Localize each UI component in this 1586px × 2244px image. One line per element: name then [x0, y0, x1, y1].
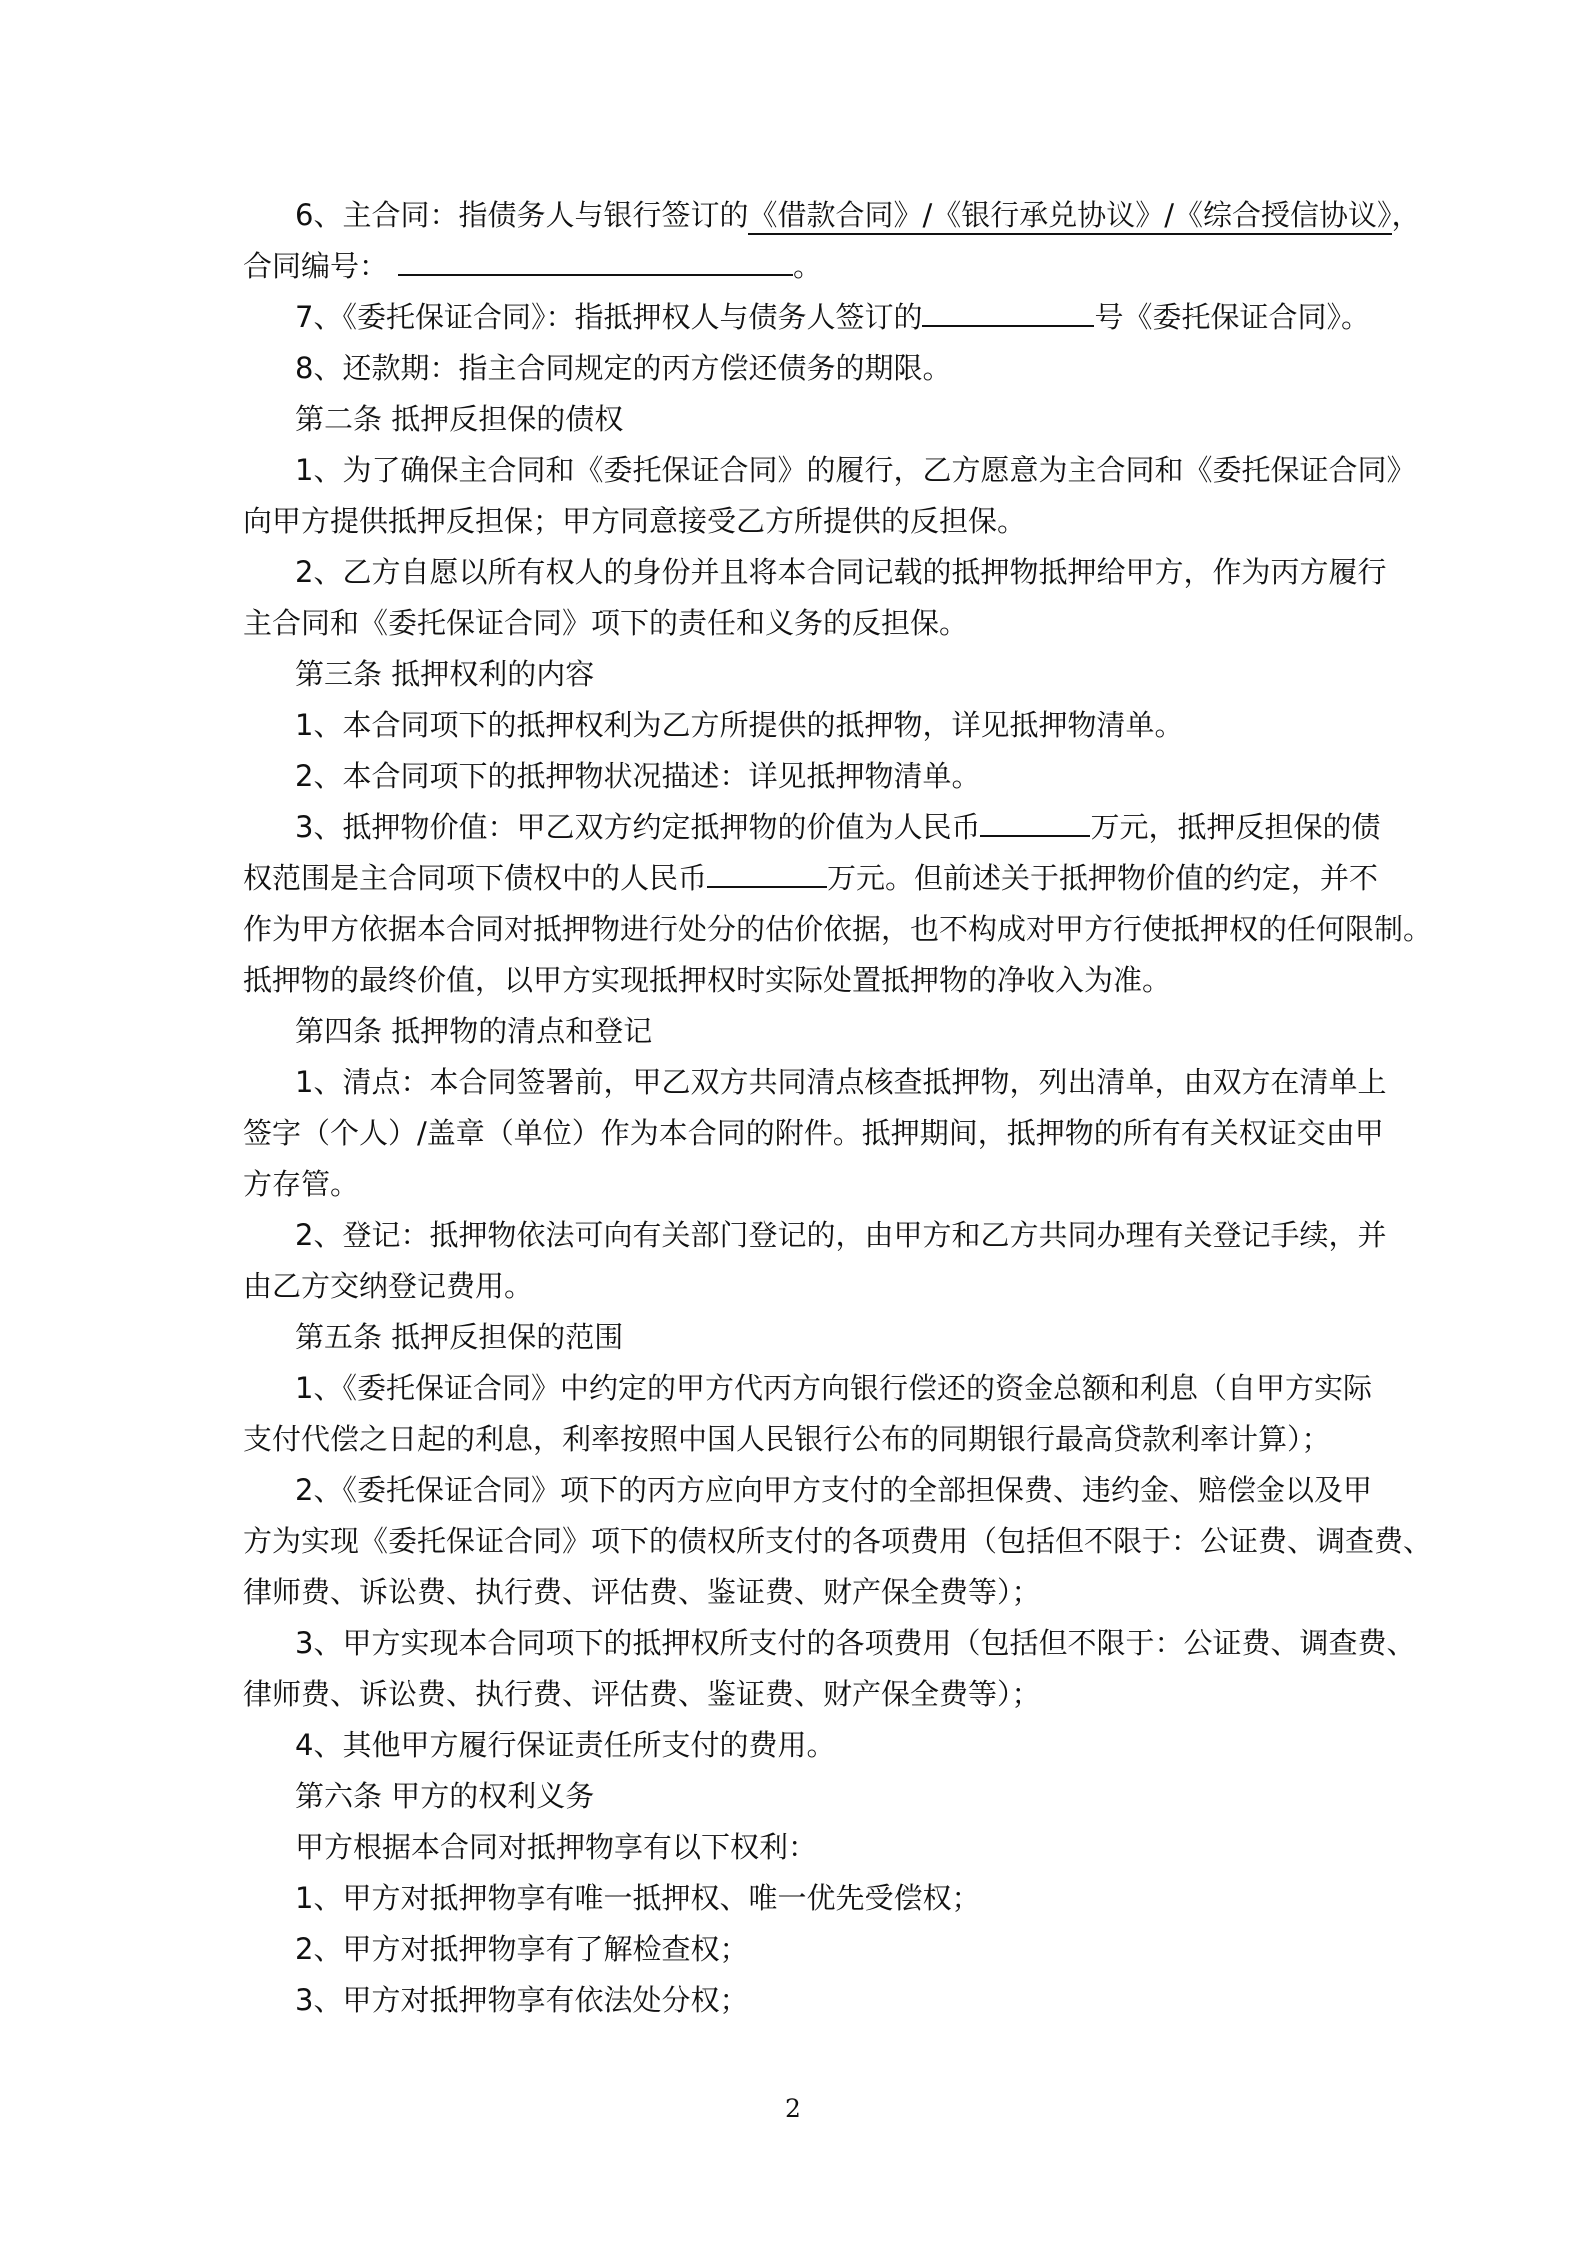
article-2-clause-1-line-2: 向甲方提供抵押反担保；甲方同意接受乙方所提供的反担保。: [243, 504, 1027, 538]
article-3-title: 第三条 抵押权利的内容: [295, 657, 595, 691]
article-6-right-2: 2、甲方对抵押物享有了解检查权；: [295, 1932, 749, 1966]
article-6-title: 第六条 甲方的权利义务: [295, 1779, 595, 1813]
clause-6-suffix: ，: [1391, 198, 1421, 232]
clause-7: [295, 297, 1370, 337]
contract-number-end: 。: [793, 249, 823, 283]
article-3-clause-3-line-1: [295, 807, 1380, 847]
article-5-clause-4: 4、其他甲方履行保证责任所支付的费用。: [295, 1728, 836, 1762]
article-5-title: 第五条 抵押反担保的范围: [295, 1320, 624, 1354]
article-6-right-3: 3、甲方对抵押物享有依法处分权；: [295, 1983, 749, 2017]
contract-number-blank[interactable]: [398, 246, 793, 276]
article-5-clause-3-line-2: 律师费、诉讼费、执行费、评估费、鉴证费、财产保全费等）；: [243, 1677, 1041, 1711]
contract-type-options: 《借款合同》/《银行承兑协议》/《综合授信协议》: [748, 198, 1391, 235]
article-3-clause-1: 1、本合同项下的抵押权利为乙方所提供的抵押物，详见抵押物清单。: [295, 708, 1184, 742]
clause-6-line-1: [295, 195, 1421, 235]
article-5-clause-2-line-2: 方为实现《委托保证合同》项下的债权所支付的各项费用（包括但不限于：公证费、调查费、: [243, 1524, 1433, 1558]
article-2-clause-2-line-2: 主合同和《委托保证合同》项下的责任和义务的反担保。: [243, 606, 969, 640]
clause-7-text-b: 号《委托保证合同》。: [1094, 300, 1370, 334]
clause-7-text-a: 7、《委托保证合同》：指抵押权人与债务人签订的: [295, 300, 923, 334]
article-5-clause-3-line-1: 3、甲方实现本合同项下的抵押权所支付的各项费用（包括但不限于：公证费、调查费、: [295, 1626, 1416, 1660]
claim-scope-label: 权范围是主合同项下债权中的人民币: [243, 861, 708, 895]
article-4-clause-2-line-2: 由乙方交纳登记费用。: [243, 1269, 534, 1303]
article-3-clause-3-line-2: [243, 858, 1378, 898]
article-5-clause-1-line-1: 1、《委托保证合同》中约定的甲方代丙方向银行偿还的资金总额和利息（自甲方实际: [295, 1371, 1372, 1405]
page-number: 2: [785, 2094, 801, 2123]
article-2-clause-2-line-1: 2、乙方自愿以所有权人的身份并且将本合同记载的抵押物抵押给甲方，作为丙方履行: [295, 555, 1387, 589]
collateral-value-unit: 万元，抵押反担保的债: [1090, 810, 1381, 844]
clause-6-prefix: 6、主合同：指债务人与银行签订的: [295, 198, 749, 232]
claim-scope-unit: 万元。但前述关于抵押物价值的约定，并不: [827, 861, 1379, 895]
article-3-clause-3-line-4: 抵押物的最终价值，以甲方实现抵押权时实际处置抵押物的净收入为准。: [243, 963, 1172, 997]
article-5-clause-2-line-1: 2、《委托保证合同》项下的丙方应向甲方支付的全部担保费、违约金、赔偿金以及甲: [295, 1473, 1372, 1507]
article-4-clause-2-line-1: 2、登记：抵押物依法可向有关部门登记的，由甲方和乙方共同办理有关登记手续，并: [295, 1218, 1387, 1252]
guarantee-contract-number-blank[interactable]: [922, 297, 1094, 327]
article-2-title: 第二条 抵押反担保的债权: [295, 402, 624, 436]
article-3-clause-3-line-3: 作为甲方依据本合同对抵押物进行处分的估价依据，也不构成对甲方行使抵押权的任何限制。: [243, 912, 1433, 946]
article-2-clause-1-line-1: 1、为了确保主合同和《委托保证合同》的履行，乙方愿意为主合同和《委托保证合同》: [295, 453, 1416, 487]
article-4-clause-1-line-3: 方存管。: [243, 1167, 360, 1201]
article-6-right-1: 1、甲方对抵押物享有唯一抵押权、唯一优先受偿权；: [295, 1881, 981, 1915]
contract-number-label: 合同编号：: [243, 249, 389, 283]
clause-8: 8、还款期：指主合同规定的丙方偿还债务的期限。: [295, 351, 952, 385]
clause-6-line-2: [243, 246, 822, 286]
article-5-clause-2-line-3: 律师费、诉讼费、执行费、评估费、鉴证费、财产保全费等）；: [243, 1575, 1041, 1609]
collateral-value-blank[interactable]: [980, 807, 1090, 837]
article-6-intro: 甲方根据本合同对抵押物享有以下权利：: [295, 1830, 818, 1864]
article-5-clause-1-line-2: 支付代偿之日起的利息，利率按照中国人民银行公布的同期银行最高贷款利率计算）；: [243, 1422, 1331, 1456]
article-4-clause-1-line-1: 1、清点：本合同签署前，甲乙双方共同清点核查抵押物，列出清单，由双方在清单上: [295, 1065, 1387, 1099]
article-3-clause-2: 2、本合同项下的抵押物状况描述：详见抵押物清单。: [295, 759, 981, 793]
article-4-title: 第四条 抵押物的清点和登记: [295, 1014, 653, 1048]
article-4-clause-1-line-2: 签字（个人）/盖章（单位）作为本合同的附件。抵押期间，抵押物的所有有关权证交由甲: [243, 1116, 1384, 1150]
collateral-value-label: 3、抵押物价值：甲乙双方约定抵押物的价值为人民币: [295, 810, 981, 844]
claim-scope-blank[interactable]: [707, 858, 827, 888]
